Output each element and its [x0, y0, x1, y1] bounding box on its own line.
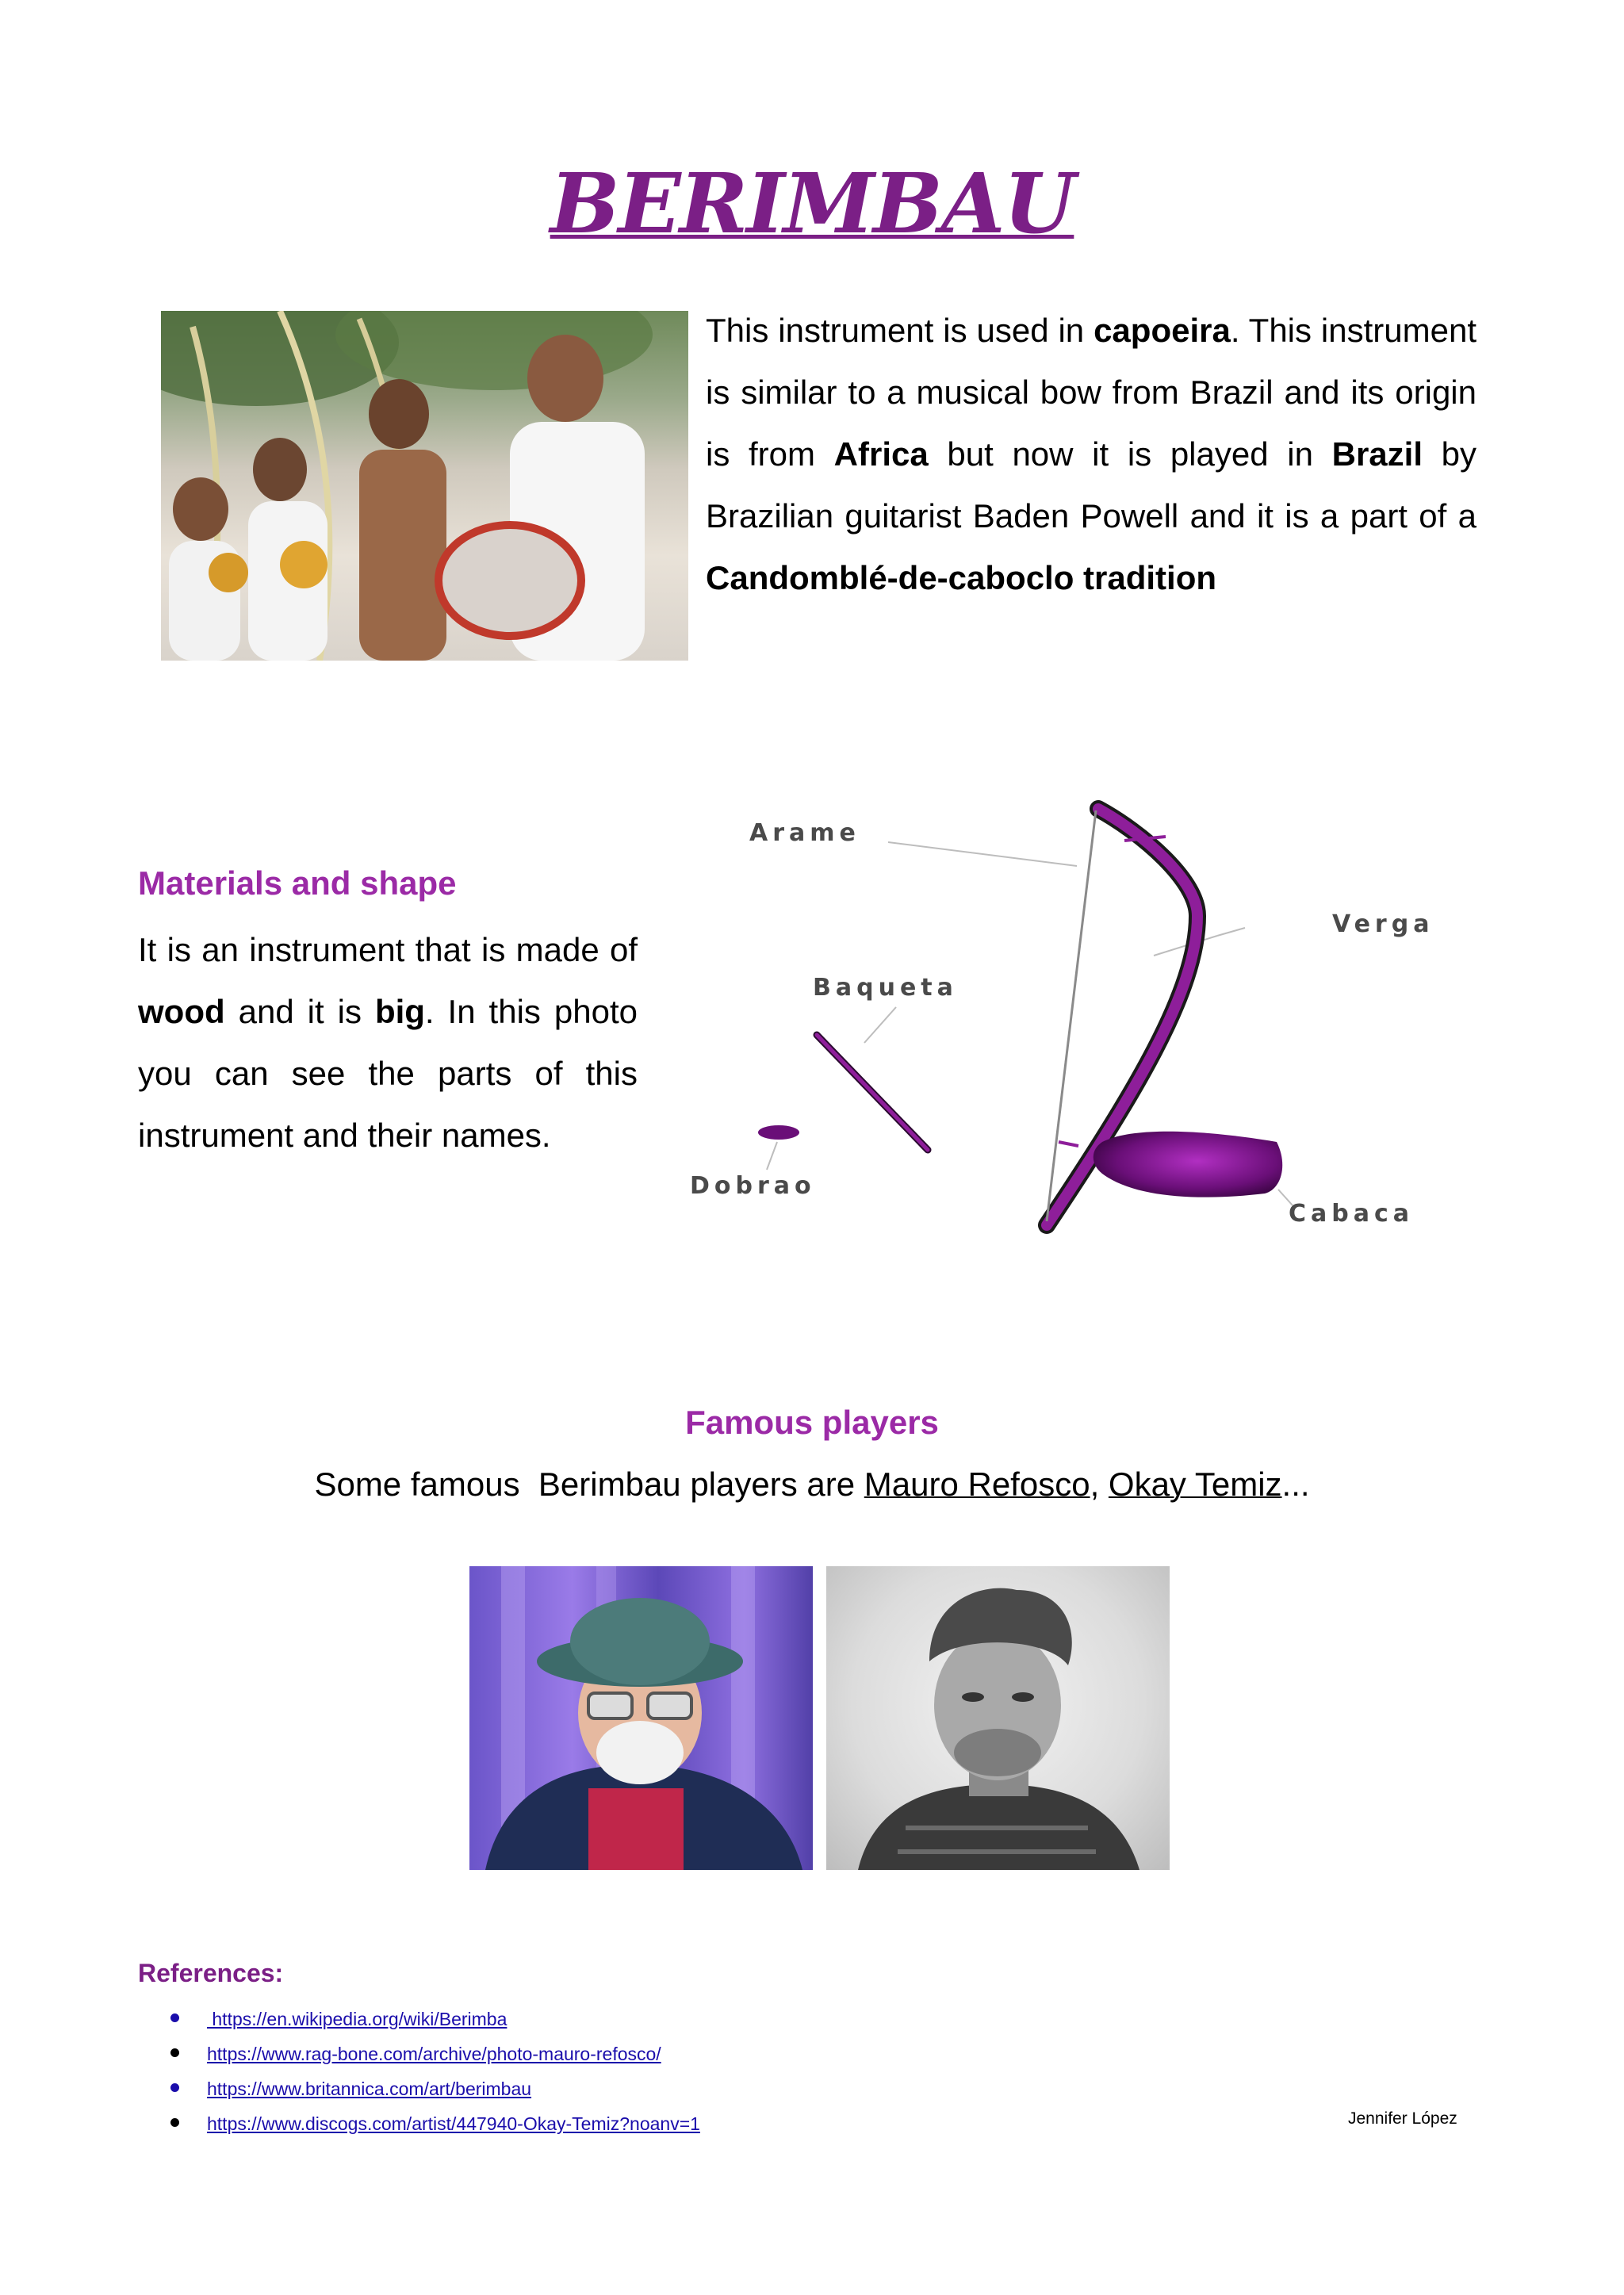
- baqueta-leader-line: [864, 1007, 896, 1043]
- bullet-icon: [170, 2013, 179, 2022]
- verga-leader-line: [1217, 928, 1245, 936]
- intro-keyword-africa: Africa: [833, 435, 929, 473]
- cabaca-shape: [1094, 1132, 1282, 1197]
- reference-link-wikipedia[interactable]: https://en.wikipedia.org/wiki/Berimba: [207, 2009, 508, 2029]
- player-link-mauro-refosco[interactable]: Mauro Refosco: [864, 1466, 1090, 1503]
- bullet-icon: [170, 2118, 179, 2127]
- mauro-refosco-photo: [469, 1566, 813, 1870]
- materials-text-2: and it is: [224, 993, 375, 1030]
- intro-keyword-tradition: Candomblé-de-caboclo tradition: [706, 559, 1217, 596]
- label-cabaca: Cabaca: [1289, 1200, 1415, 1228]
- author-name: Jennifer López: [1348, 2109, 1457, 2128]
- bullet-icon: [170, 2083, 179, 2092]
- intro-text-1: This instrument is used in: [706, 312, 1094, 349]
- reference-item: [170, 2071, 700, 2106]
- okay-temiz-photo: [826, 1566, 1170, 1870]
- dobrao-leader-line: [767, 1142, 777, 1170]
- berimbau-parts-diagram: [690, 793, 1483, 1245]
- reference-link-britannica[interactable]: https://www.britannica.com/art/berimbau: [207, 2079, 532, 2099]
- players-intro-text: Some famous Berimbau players are: [314, 1466, 864, 1503]
- reference-link-rag-bone[interactable]: https://www.rag-bone.com/archive/photo-mauro-refosco/: [207, 2044, 661, 2064]
- intro-paragraph: [706, 300, 1477, 609]
- players-heading: Famous players: [685, 1404, 939, 1441]
- label-verga: Verga: [1332, 910, 1434, 938]
- player-link-okay-temiz[interactable]: Okay Temiz: [1108, 1466, 1282, 1503]
- label-dobrao: Dobrao: [690, 1172, 816, 1200]
- materials-text-1: It is an instrument that is made of: [138, 931, 638, 968]
- players-separator: ,: [1090, 1466, 1109, 1503]
- materials-keyword-wood: wood: [138, 993, 225, 1030]
- materials-paragraph: [138, 919, 638, 1167]
- intro-keyword-brazil: Brazil: [1331, 435, 1423, 473]
- capoeira-photo: [161, 311, 688, 661]
- bullet-icon: [170, 2048, 179, 2057]
- reference-item: [170, 2036, 700, 2071]
- players-ellipsis: ...: [1281, 1466, 1310, 1503]
- reference-item: [170, 2106, 700, 2141]
- materials-heading: Materials and shape: [138, 864, 457, 902]
- references-list: [170, 2002, 700, 2141]
- label-arame: Arame: [749, 819, 860, 847]
- reference-link-discogs[interactable]: https://www.discogs.com/artist/447940-Okay-Temiz?noanv=1: [207, 2113, 700, 2134]
- page-title: BERIMBAU: [550, 155, 1074, 252]
- dobrao-shape: [758, 1125, 799, 1140]
- intro-text-3: but now it is played in: [928, 435, 1332, 473]
- label-baqueta: Baqueta: [813, 974, 958, 1002]
- intro-keyword-capoeira: capoeira: [1094, 312, 1231, 349]
- references-heading: References:: [138, 1959, 284, 1987]
- materials-keyword-big: big: [374, 993, 425, 1030]
- arame-leader-line: [888, 842, 1077, 866]
- players-paragraph: [0, 1466, 1624, 1504]
- intro-text-2: . This instrument is similar to a musical bow from Brazil and its origin is from: [706, 312, 1477, 473]
- materials-text-3: . In this photo you can see the parts of this instrument and their names.: [138, 993, 638, 1154]
- intro-text-4: by Brazilian guitarist Baden Powell and it is a part of a: [706, 435, 1477, 534]
- reference-item: [170, 2002, 700, 2036]
